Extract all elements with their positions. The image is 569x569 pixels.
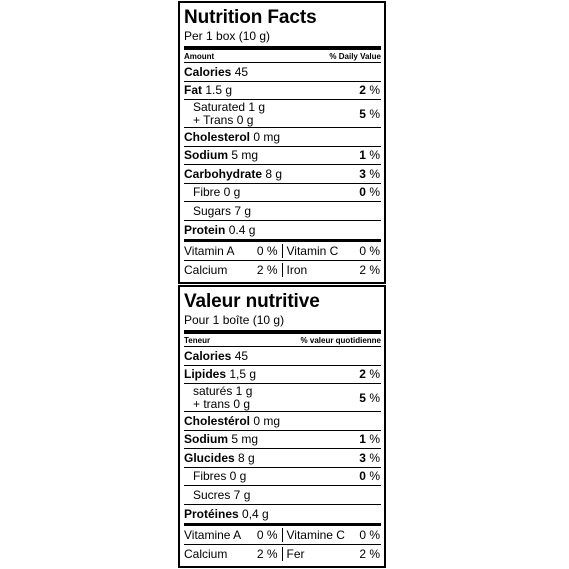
protein-value: 0,4 g bbox=[242, 506, 269, 521]
protein-label: Protein bbox=[184, 222, 226, 237]
sodium-percent: 1 bbox=[359, 148, 366, 163]
fat-label: Lipides bbox=[184, 367, 227, 382]
nutrition-facts-panel-fr bbox=[178, 285, 386, 568]
iron-percent: 2 % bbox=[359, 262, 380, 277]
panel-title: Valeur nutritive bbox=[184, 291, 320, 312]
saturated-trans-row bbox=[184, 100, 381, 128]
calories-value: 45 bbox=[234, 348, 249, 363]
serving-size: Pour 1 boîte (10 g) bbox=[184, 313, 285, 327]
calories-row bbox=[184, 347, 381, 366]
mineral-row bbox=[184, 261, 381, 280]
calcium-percent: 2 % bbox=[256, 546, 278, 561]
calories-label: Calories bbox=[184, 64, 232, 79]
sodium-percent: 1 bbox=[359, 432, 366, 447]
protein-label: Protéines bbox=[184, 506, 239, 521]
carbohydrate-percent: 3 bbox=[359, 166, 366, 181]
sodium-value: 5 mg bbox=[231, 148, 259, 163]
cholesterol-value: 0 mg bbox=[253, 129, 281, 144]
percent-sign: % bbox=[365, 166, 380, 181]
carbohydrate-value: 8 g bbox=[265, 166, 283, 181]
calcium-percent: 2 % bbox=[256, 262, 278, 277]
carbohydrate-row bbox=[184, 165, 381, 184]
carbohydrate-label: Glucides bbox=[184, 450, 235, 465]
fibre-percent: 0 bbox=[359, 469, 366, 484]
trans-label: + Trans 0 g bbox=[193, 112, 254, 127]
fat-row bbox=[184, 82, 381, 101]
mineral-row bbox=[184, 545, 381, 564]
iron-percent: 2 % bbox=[359, 546, 380, 561]
cholesterol-label: Cholestérol bbox=[184, 413, 251, 428]
carbohydrate-percent: 3 bbox=[359, 450, 366, 465]
vitamin-a-label: Vitamine A bbox=[184, 527, 242, 542]
saturated-percent: 5 bbox=[359, 390, 366, 405]
cholesterol-value: 0 mg bbox=[253, 413, 281, 428]
saturated-label: Saturated 1 g bbox=[193, 99, 266, 114]
vitamin-a-percent: 0 % bbox=[256, 527, 278, 542]
fibre-label: Fibre 0 g bbox=[193, 185, 241, 200]
sugars-row bbox=[184, 202, 381, 221]
carbohydrate-label: Carbohydrate bbox=[184, 166, 263, 181]
daily-value-header: % Daily Value bbox=[329, 52, 381, 61]
calories-label: Calories bbox=[184, 348, 232, 363]
fat-value: 1,5 g bbox=[229, 367, 257, 382]
iron-label: Fer bbox=[286, 546, 305, 561]
sugars-label: Sugars 7 g bbox=[193, 203, 252, 218]
sugars-label: Sucres 7 g bbox=[193, 487, 251, 502]
sodium-label: Sodium bbox=[184, 432, 228, 447]
protein-row bbox=[184, 505, 381, 524]
sodium-row bbox=[184, 431, 381, 450]
sodium-label: Sodium bbox=[184, 148, 228, 163]
calories-value: 45 bbox=[234, 64, 249, 79]
saturated-label: saturés 1 g bbox=[193, 383, 253, 398]
trans-label: + trans 0 g bbox=[193, 396, 251, 411]
calories-row bbox=[184, 63, 381, 82]
vitamin-c-percent: 0 % bbox=[359, 527, 380, 542]
fat-label: Fat bbox=[184, 83, 202, 98]
cholesterol-row bbox=[184, 128, 381, 147]
fat-value: 1.5 g bbox=[205, 83, 233, 98]
percent-sign: % bbox=[365, 83, 380, 98]
panel-title: Nutrition Facts bbox=[184, 7, 317, 28]
sugars-row bbox=[184, 486, 381, 505]
carbohydrate-row bbox=[184, 449, 381, 468]
vitamin-c-label: Vitamine C bbox=[286, 527, 345, 542]
daily-value-header: % valeur quotidienne bbox=[300, 336, 381, 345]
fat-percent: 2 bbox=[359, 83, 366, 98]
fat-row bbox=[184, 366, 381, 385]
percent-sign: % bbox=[365, 185, 380, 200]
cholesterol-row bbox=[184, 412, 381, 431]
vitamin-row bbox=[184, 242, 381, 261]
percent-sign: % bbox=[365, 469, 380, 484]
percent-sign: % bbox=[365, 367, 380, 382]
percent-sign: % bbox=[365, 432, 380, 447]
fat-percent: 2 bbox=[359, 367, 366, 382]
carbohydrate-value: 8 g bbox=[238, 450, 255, 465]
protein-value: 0.4 g bbox=[228, 222, 256, 237]
serving-size: Per 1 box (10 g) bbox=[184, 29, 271, 43]
sodium-value: 5 mg bbox=[231, 432, 259, 447]
percent-sign: % bbox=[365, 390, 380, 405]
percent-sign: % bbox=[365, 148, 380, 163]
column-header bbox=[184, 50, 381, 63]
vitamin-row bbox=[184, 526, 381, 545]
sodium-row bbox=[184, 147, 381, 166]
percent-sign: % bbox=[365, 106, 380, 121]
amount-header: Teneur bbox=[184, 336, 211, 345]
column-header bbox=[184, 334, 381, 347]
saturated-trans-row bbox=[184, 384, 381, 412]
fibre-percent: 0 bbox=[359, 185, 366, 200]
vitamin-c-label: Vitamin C bbox=[286, 243, 339, 258]
fibre-label: Fibres 0 g bbox=[193, 469, 247, 484]
vitamin-c-percent: 0 % bbox=[359, 243, 380, 258]
calcium-label: Calcium bbox=[184, 546, 228, 561]
amount-header: Amount bbox=[184, 52, 215, 61]
calcium-label: Calcium bbox=[184, 262, 228, 277]
fibre-row bbox=[184, 468, 381, 487]
vitamin-a-percent: 0 % bbox=[256, 243, 278, 258]
percent-sign: % bbox=[365, 450, 380, 465]
cholesterol-label: Cholesterol bbox=[184, 129, 251, 144]
protein-row bbox=[184, 221, 381, 240]
saturated-percent: 5 bbox=[359, 106, 366, 121]
iron-label: Iron bbox=[286, 262, 308, 277]
vitamin-a-label: Vitamin A bbox=[184, 243, 235, 258]
nutrition-facts-panel-en bbox=[178, 1, 386, 284]
fibre-row bbox=[184, 184, 381, 203]
